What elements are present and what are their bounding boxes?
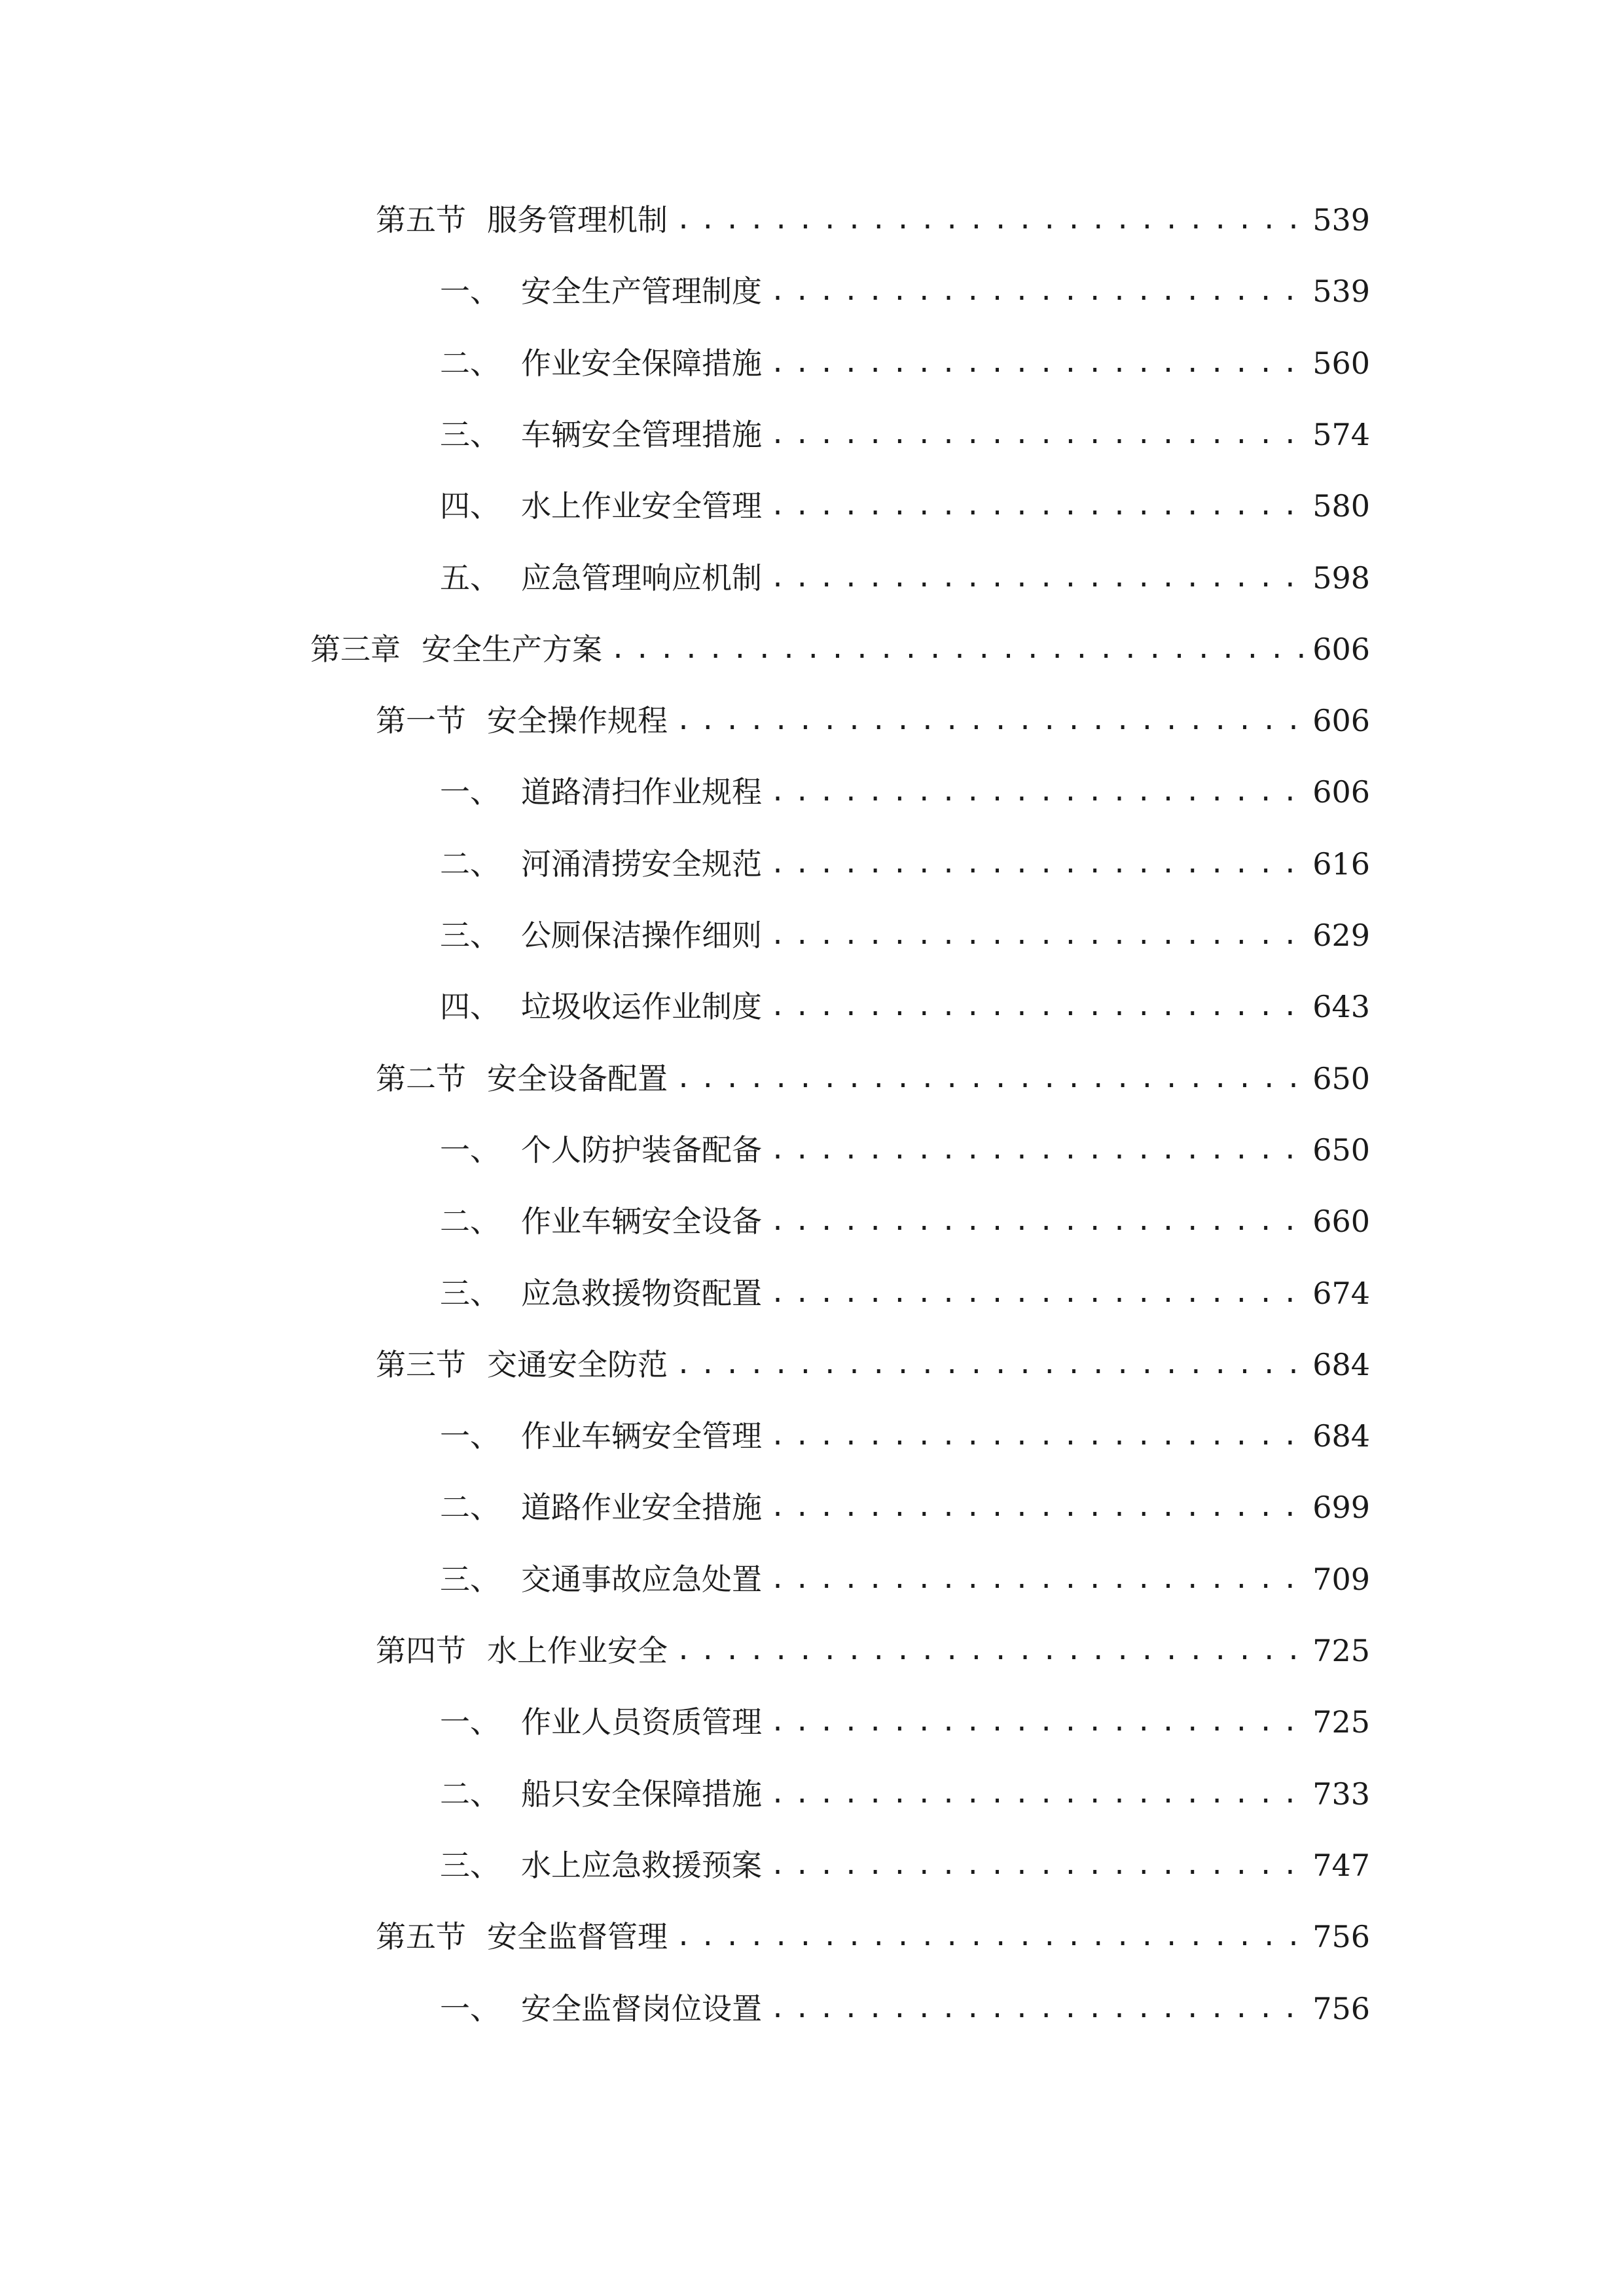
toc-entry[interactable] <box>310 623 1370 675</box>
toc-entry-title: 安全监督管理 <box>487 1919 668 1954</box>
toc-entry-page-number: 629 <box>1312 918 1370 953</box>
toc-entry-title: 交通事故应急处置 <box>521 1562 762 1597</box>
toc-entry[interactable] <box>440 552 1370 604</box>
toc-entry-title: 服务管理机制 <box>487 202 668 238</box>
toc-entry-page-number: 606 <box>1312 632 1370 667</box>
toc-entry-title: 水上作业安全管理 <box>521 488 762 524</box>
toc-entry-number: 二、 <box>440 846 500 882</box>
toc-entry[interactable] <box>376 194 1370 246</box>
toc-entry-title: 作业人员资质管理 <box>521 1704 762 1740</box>
toc-entry-number: 一、 <box>440 1418 500 1454</box>
toc-entry[interactable] <box>440 980 1370 1033</box>
toc-entry-page-number: 709 <box>1312 1562 1370 1597</box>
toc-dot-leader <box>768 1410 1305 1462</box>
toc-entry-page-number: 674 <box>1312 1276 1370 1311</box>
toc-entry-number: 第三节 <box>376 1347 466 1382</box>
toc-entry-page-number: 684 <box>1312 1418 1370 1454</box>
toc-entry-number: 三、 <box>440 918 500 953</box>
toc-entry-number: 第三章 <box>310 632 401 667</box>
toc-entry-page-number: 684 <box>1312 1347 1370 1382</box>
toc-entry-number: 二、 <box>440 1776 500 1812</box>
toc-entry[interactable] <box>440 337 1370 389</box>
toc-entry-title: 道路清扫作业规程 <box>521 774 762 810</box>
toc-entry-page-number: 606 <box>1312 703 1370 738</box>
toc-entry-number: 三、 <box>440 1276 500 1311</box>
toc-entry-title: 船只安全保障措施 <box>521 1776 762 1812</box>
toc-entry-number: 一、 <box>440 1704 500 1740</box>
toc-entry[interactable] <box>440 265 1370 317</box>
toc-entry-number: 一、 <box>440 1991 500 2026</box>
toc-dot-leader <box>674 1910 1305 1963</box>
toc-entry-title: 垃圾收运作业制度 <box>521 989 762 1024</box>
toc-dot-leader <box>768 980 1305 1033</box>
toc-entry[interactable] <box>440 909 1370 961</box>
toc-entry-page-number: 606 <box>1312 774 1370 810</box>
toc-entry-title: 安全监督岗位设置 <box>521 1991 762 2026</box>
toc-entry-page-number: 580 <box>1312 488 1370 524</box>
toc-entry-number: 一、 <box>440 1132 500 1168</box>
toc-entry[interactable] <box>440 1553 1370 1605</box>
toc-entry-page-number: 699 <box>1312 1490 1370 1525</box>
toc-entry-number: 一、 <box>440 774 500 810</box>
toc-entry-title: 作业安全保障措施 <box>521 346 762 381</box>
toc-entry-title: 安全操作规程 <box>487 703 668 738</box>
toc-entry-number: 二、 <box>440 346 500 381</box>
toc-entry-title: 交通安全防范 <box>487 1347 668 1382</box>
toc-entry-number: 一、 <box>440 274 500 309</box>
toc-entry-number: 三、 <box>440 417 500 452</box>
toc-dot-leader <box>768 552 1305 604</box>
toc-dot-leader <box>768 1124 1305 1176</box>
toc-entry[interactable] <box>440 1982 1370 2035</box>
toc-entry-title: 应急管理响应机制 <box>521 560 762 596</box>
toc-entry-number: 三、 <box>440 1562 500 1597</box>
toc-entry-number: 四、 <box>440 989 500 1024</box>
toc-entry-title: 安全生产管理制度 <box>521 274 762 309</box>
toc-entry-page-number: 650 <box>1312 1132 1370 1168</box>
toc-entry-title: 安全生产方案 <box>422 632 602 667</box>
toc-entry-page-number: 574 <box>1312 417 1370 452</box>
toc-entry[interactable] <box>440 1768 1370 1820</box>
toc-dot-leader <box>768 1481 1305 1534</box>
toc-entry-title: 安全设备配置 <box>487 1061 668 1096</box>
toc-entry-number: 第二节 <box>376 1061 466 1096</box>
toc-entry-page-number: 733 <box>1312 1776 1370 1812</box>
toc-dot-leader <box>768 1195 1305 1247</box>
toc-entry-page-number: 725 <box>1312 1633 1370 1668</box>
toc-dot-leader <box>768 408 1305 461</box>
toc-entry-number: 二、 <box>440 1204 500 1239</box>
toc-entry-number: 五、 <box>440 560 500 596</box>
toc-dot-leader <box>674 1052 1305 1105</box>
toc-dot-leader <box>674 194 1305 246</box>
toc-entry[interactable] <box>376 694 1370 747</box>
toc-entry[interactable] <box>440 1124 1370 1176</box>
toc-entry-title: 个人防护装备配备 <box>521 1132 762 1168</box>
toc-entry-page-number: 560 <box>1312 346 1370 381</box>
toc-entry-title: 水上应急救援预案 <box>521 1848 762 1883</box>
toc-entry[interactable] <box>440 1195 1370 1247</box>
toc-entry[interactable] <box>440 838 1370 890</box>
toc-entry-page-number: 756 <box>1312 1991 1370 2026</box>
toc-dot-leader <box>768 909 1305 961</box>
toc-entry-number: 三、 <box>440 1848 500 1883</box>
toc-dot-leader <box>768 1553 1305 1605</box>
toc-entry[interactable] <box>440 1839 1370 1892</box>
toc-entry-title: 公厕保洁操作细则 <box>521 918 762 953</box>
toc-dot-leader <box>768 1839 1305 1892</box>
toc-dot-leader <box>768 1267 1305 1319</box>
toc-entry[interactable] <box>440 1696 1370 1748</box>
toc-entry-title: 作业车辆安全设备 <box>521 1204 762 1239</box>
toc-entry[interactable] <box>376 1624 1370 1677</box>
toc-entry-page-number: 747 <box>1312 1848 1370 1883</box>
toc-dot-leader <box>674 1338 1305 1391</box>
toc-dot-leader <box>768 480 1305 532</box>
toc-dot-leader <box>768 337 1305 389</box>
toc-dot-leader <box>768 1982 1305 2035</box>
toc-entry-number: 第四节 <box>376 1633 466 1668</box>
toc-entry[interactable] <box>440 1481 1370 1534</box>
toc-entry[interactable] <box>376 1910 1370 1963</box>
toc-entry-number: 二、 <box>440 1490 500 1525</box>
toc-entry-title: 车辆安全管理措施 <box>521 417 762 452</box>
toc-entry-number: 四、 <box>440 488 500 524</box>
toc-entry-page-number: 660 <box>1312 1204 1370 1239</box>
toc-entry-page-number: 598 <box>1312 560 1370 596</box>
toc-dot-leader <box>768 766 1305 818</box>
toc-entry-title: 河涌清捞安全规范 <box>521 846 762 882</box>
toc-entry-page-number: 756 <box>1312 1919 1370 1954</box>
toc-entry-page-number: 539 <box>1312 202 1370 238</box>
toc-entry-page-number: 616 <box>1312 846 1370 882</box>
toc-entry-number: 第五节 <box>376 1919 466 1954</box>
toc-dot-leader <box>609 623 1305 675</box>
toc-entry[interactable] <box>440 480 1370 532</box>
toc-entry[interactable] <box>440 408 1370 461</box>
toc-dot-leader <box>768 1768 1305 1820</box>
toc-dot-leader <box>674 1624 1305 1677</box>
toc-entry-title: 水上作业安全 <box>487 1633 668 1668</box>
toc-dot-leader <box>768 265 1305 317</box>
toc-entry-page-number: 539 <box>1312 274 1370 309</box>
toc-entry-page-number: 725 <box>1312 1704 1370 1740</box>
toc-entry[interactable] <box>376 1338 1370 1391</box>
toc-entry[interactable] <box>440 766 1370 818</box>
toc-entry[interactable] <box>440 1410 1370 1462</box>
toc-entry-title: 道路作业安全措施 <box>521 1490 762 1525</box>
toc-entry-number: 第五节 <box>376 202 466 238</box>
toc-entry-title: 作业车辆安全管理 <box>521 1418 762 1454</box>
toc-entry-title: 应急救援物资配置 <box>521 1276 762 1311</box>
toc-dot-leader <box>768 1696 1305 1748</box>
toc-entry[interactable] <box>376 1052 1370 1105</box>
toc-entry-page-number: 643 <box>1312 989 1370 1024</box>
toc-dot-leader <box>768 838 1305 890</box>
toc-dot-leader <box>674 694 1305 747</box>
toc-entry[interactable] <box>440 1267 1370 1319</box>
toc-entry-page-number: 650 <box>1312 1061 1370 1096</box>
toc-entry-number: 第一节 <box>376 703 466 738</box>
